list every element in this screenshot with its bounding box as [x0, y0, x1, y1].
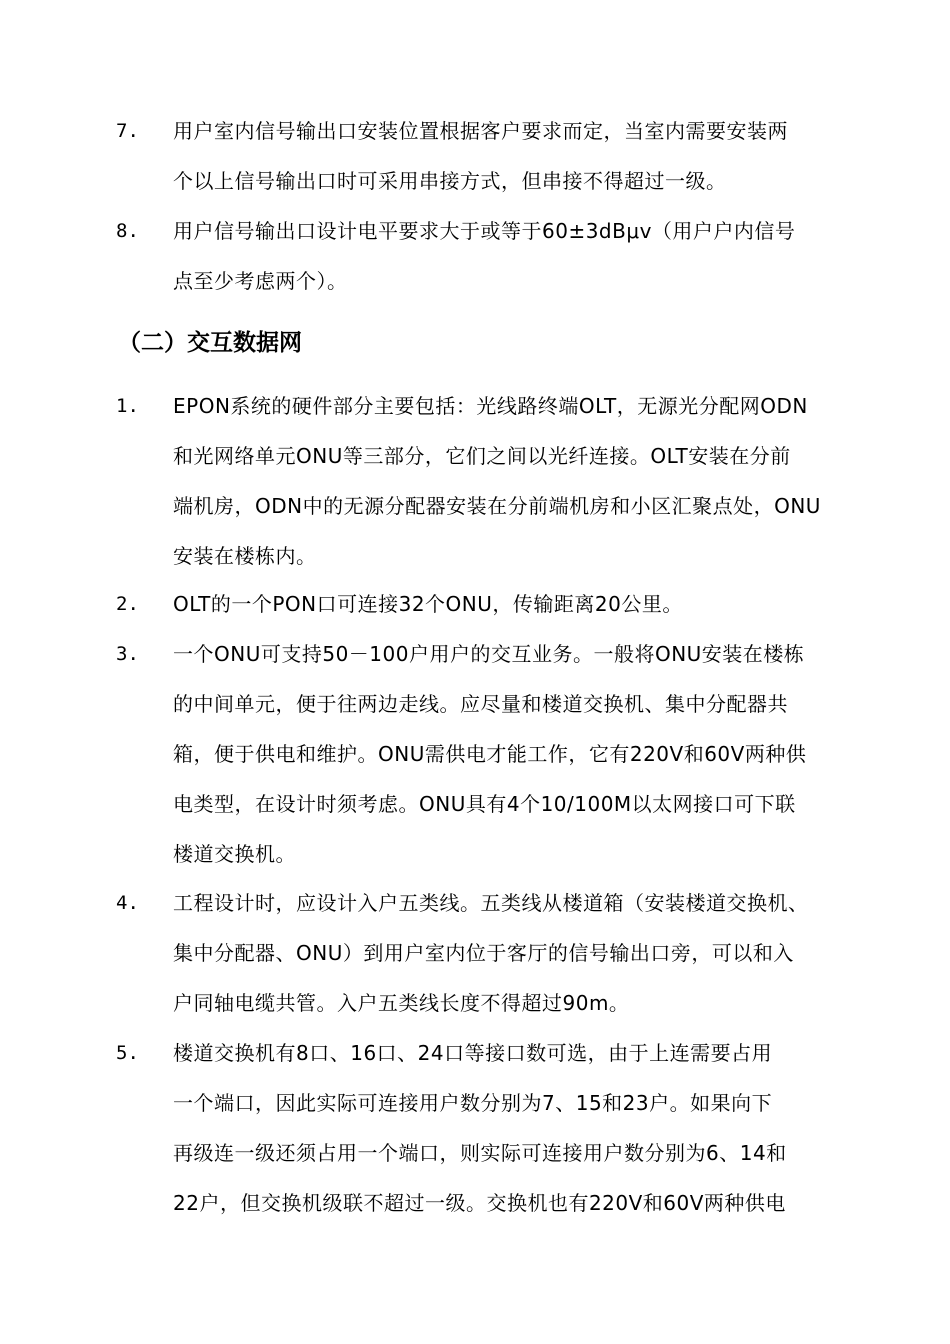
list-item-number: 5.: [116, 1042, 139, 1064]
list-item-line: 工程设计时，应设计入户五类线。五类线从楼道箱（安装楼道交换机、: [173, 891, 809, 915]
section-heading: （二）交互数据网: [118, 330, 302, 356]
list-item-number: 3.: [116, 643, 139, 665]
list-item-line: 用户信号输出口设计电平要求大于或等于60±3dBμv（用户户内信号: [173, 219, 796, 243]
list-item-line: 一个ONU可支持50－100户用户的交互业务。一般将ONU安装在楼栋: [173, 642, 805, 666]
list-item-line: 楼道交换机。: [173, 842, 296, 866]
list-item-line: 户同轴电缆共管。入户五类线长度不得超过90m。: [173, 991, 630, 1015]
list-item-line: 箱，便于供电和维护。ONU需供电才能工作，它有220V和60V两种供: [173, 742, 807, 766]
list-item-line: 的中间单元，便于往两边走线。应尽量和楼道交换机、集中分配器共: [173, 692, 788, 716]
list-item-number: 4.: [116, 892, 139, 914]
list-item-number: 1.: [116, 395, 139, 417]
list-item-line: 一个端口，因此实际可连接用户数分别为7、15和23户。如果向下: [173, 1091, 773, 1115]
list-item-number: 2.: [116, 593, 139, 615]
list-item-line: 安装在楼栋内。: [173, 544, 317, 568]
list-item-line: 楼道交换机有8口、16口、24口等接口数可选，由于上连需要占用: [173, 1041, 773, 1065]
list-item-line: 用户室内信号输出口安装位置根据客户要求而定，当室内需要安装两: [173, 119, 788, 143]
list-item-line: 个以上信号输出口时可采用串接方式，但串接不得超过一级。: [173, 169, 727, 193]
list-item-line: 点至少考虑两个）。: [173, 269, 348, 293]
list-item-line: 集中分配器、ONU）到用户室内位于客厅的信号输出口旁，可以和入: [173, 941, 794, 965]
list-item-line: 端机房，ODN中的无源分配器安装在分前端机房和小区汇聚点处，ONU: [173, 494, 821, 518]
list-item-line: 和光网络单元ONU等三部分，它们之间以光纤连接。OLT安装在分前: [173, 444, 791, 468]
list-item-line: 电类型，在设计时须考虑。ONU具有4个10/100M以太网接口可下联: [173, 792, 796, 816]
list-item-line: EPON系统的硬件部分主要包括：光线路终端OLT，无源光分配网ODN: [173, 394, 808, 418]
list-item-line: 22户，但交换机级联不超过一级。交换机也有220V和60V两种供电: [173, 1191, 786, 1215]
list-item-number: 7.: [116, 120, 139, 142]
list-item-number: 8.: [116, 220, 139, 242]
list-item-line: OLT的一个PON口可连接32个ONU，传输距离20公里。: [173, 592, 683, 616]
list-item-line: 再级连一级还须占用一个端口，则实际可连接用户数分别为6、14和: [173, 1141, 787, 1165]
